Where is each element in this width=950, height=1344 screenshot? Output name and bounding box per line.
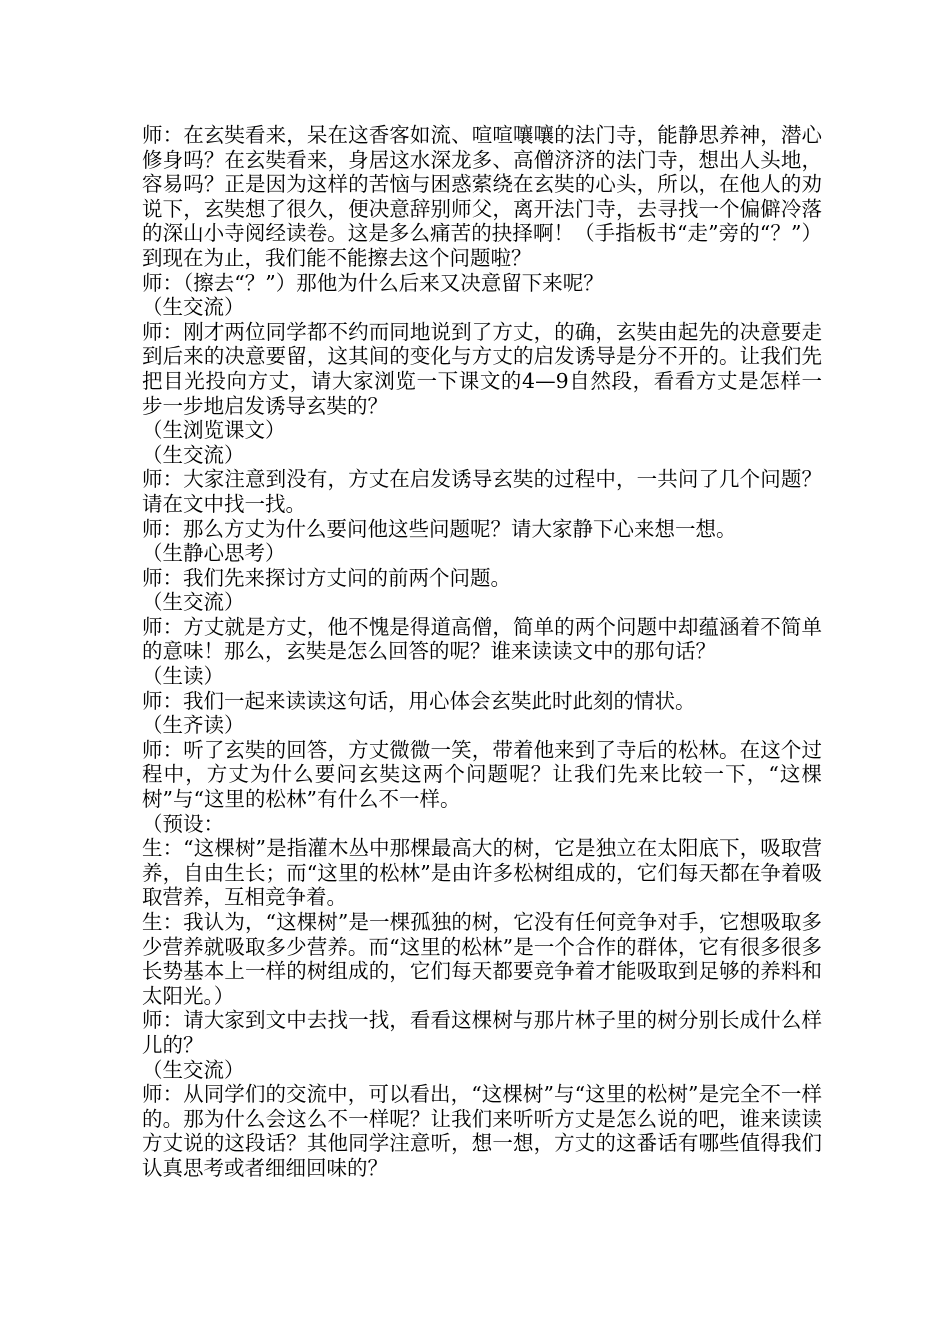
paragraph-student-note: （生静心思考） xyxy=(142,541,286,566)
paragraph-teacher: 师：大家注意到没有，方丈在启发诱导玄奘的过程中，一共问了几个问题？请在文中找一找。 xyxy=(142,467,822,516)
paragraph-student-note: （生交流） xyxy=(142,295,245,320)
paragraph-student-note: （生交流） xyxy=(142,442,245,467)
paragraph-teacher-question: 师：（擦去“？”）那他为什么后来又决意留下来呢？ xyxy=(142,270,604,295)
paragraph-teacher: 师：请大家到文中去找一找，看看这棵树与那片林子里的树分别长成什么样儿的？ xyxy=(142,1008,822,1057)
paragraph-student-note: （生浏览课文） xyxy=(142,418,286,443)
paragraph-teacher: 师：听了玄奘的回答，方丈微微一笑，带着他来到了寺后的松林。在这个过程中，方丈为什么要问玄奘这两个问题呢？让我们先来比较一下，“这棵树”与“这里的松林”有什么不一样。 xyxy=(142,737,822,812)
paragraph-student: 生：“这棵树”是指灌木丛中那棵最高大的树，它是独立在太阳底下，吸取营养，自由生长；而“这里的松林”是由许多松树组成的，它们每天都在争着吸取营养，互相竞争着。 xyxy=(142,836,822,910)
paragraph-teacher: 师：方丈就是方丈，他不愧是得道高僧，简单的两个问题中却蕴涵着不简单的意味！那么，玄奘是怎么回答的呢？谁来读读文中的那句话？ xyxy=(142,614,822,664)
document-body xyxy=(142,123,822,1181)
paragraph-preset-note: （预设： xyxy=(142,811,224,836)
paragraph-teacher: 师：那么方丈为什么要问他这些问题呢？请大家静下心来想一想。 xyxy=(142,516,737,541)
paragraph-student-note: （生交流） xyxy=(142,590,245,615)
paragraph-student: 生：我认为，“这棵树”是一棵孤独的树，它没有任何竞争对手，它想吸取多少营养就吸取多少营养。而“这里的松林”是一个合作的群体，它有很多很多长势基本上一样的树组成的，它们每天都要竞争着才能吸取到足够的养料和太阳光。） xyxy=(142,910,822,1008)
paragraph-student-note: （生读） xyxy=(142,664,224,689)
paragraph-teacher: 师：我们先来探讨方丈问的前两个问题。 xyxy=(142,565,511,590)
paragraph-teacher: 师：刚才两位同学都不约而同地说到了方丈，的确，玄奘由起先的决意要走到后来的决意要留，这其间的变化与方丈的启发诱导是分不开的。让我们先把目光投向方丈，请大家浏览一下课文的4—9自然段，看看方丈是怎样一步一步地启发诱导玄奘的？ xyxy=(142,319,822,418)
paragraph-student-note: （生交流） xyxy=(142,1057,245,1082)
paragraph-teacher: 师：从同学们的交流中，可以看出，“这棵树”与“这里的松树”是完全不一样的。那为什么会这么不一样呢？让我们来听听方丈是怎么说的吧，谁来读读方丈说的这段话？其他同学注意听，想一想，方丈的这番话有哪些值得我们认真思考或者细细回味的？ xyxy=(142,1082,822,1180)
paragraph-teacher-intro: 师：在玄奘看来，呆在这香客如流、喧喧嚷嚷的法门寺，能静思养神，潜心修身吗？在玄奘看来，身居这水深龙多、高僧济济的法门寺，想出人头地，容易吗？正是因为这样的苦恼与困惑萦绕在玄奘的心头，所以，在他人的劝说下，玄奘想了很久，便决意辞别师父，离开法门寺，去寻找一个偏僻冷落的深山小寺阅经读卷。这是多么痛苦的抉择啊！（手指板书“走”旁的“？”）到现在为止，我们能不能擦去这个问题啦？ xyxy=(142,123,822,270)
paragraph-teacher: 师：我们一起来读读这句话，用心体会玄奘此时此刻的情状。 xyxy=(142,688,696,713)
paragraph-student-note: （生齐读） xyxy=(142,713,245,738)
